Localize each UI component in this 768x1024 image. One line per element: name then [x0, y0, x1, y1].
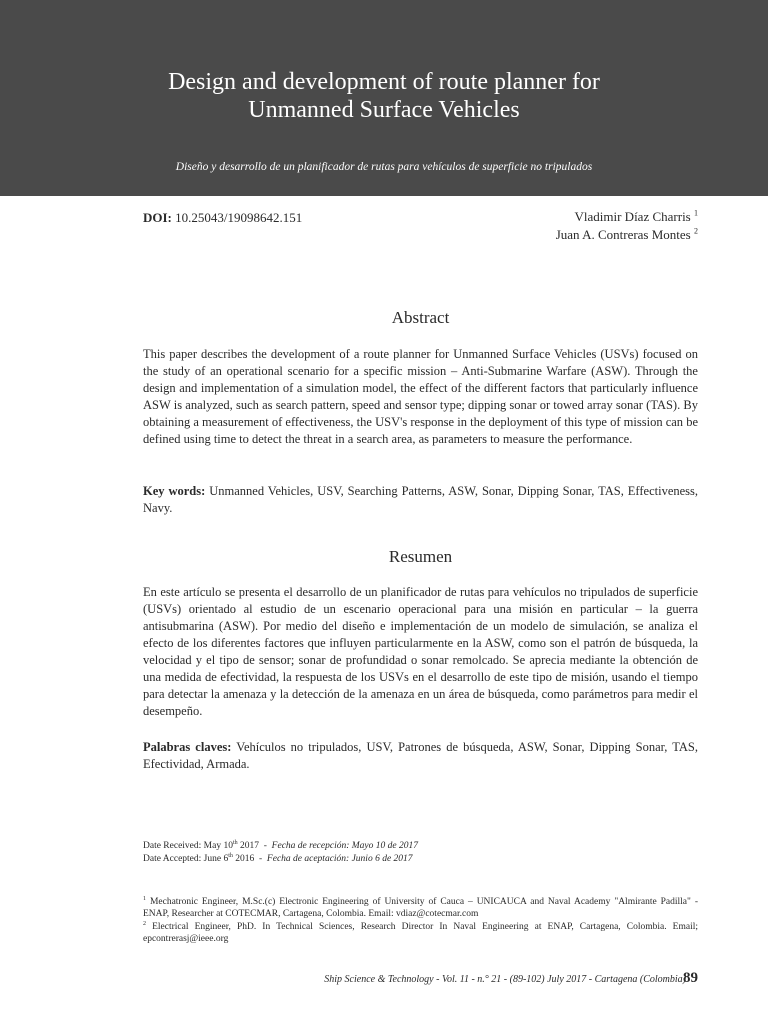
keywords-paragraph [143, 483, 698, 517]
keywords-label: Key words: [143, 484, 206, 498]
paper-subtitle-spanish: Diseño y desarrollo de un planificador de rutas para vehículos de superficie no tripulados [175, 161, 593, 173]
abstract-body: This paper describes the development of a route planner for Unmanned Surface Vehicles (USVs) focused on the study of an operational scenario for a specific mission – Anti-Submarine Warfare (ASW). Through the design and implementation of a simulation model, the effect of the different factors that particularly influence ASW is analyzed, such as search pattern, speed and sensor type; dipping sonar or towed array sonar (TAS). By obtaining a measurement of effectiveness, the USV's response in the deployment of this type of mission can be defined using time to detect the threat in a search area, as parameters to measure the performance. [143, 347, 698, 446]
footnote-ref: 2 [143, 920, 146, 927]
author-list [556, 208, 698, 244]
footnote-text: Electrical Engineer, PhD. In Technical Sciences, Research Director In Naval Engineering at ENAP, Cartagena, Colombia. Email; epcontrerasj@ieee.org [143, 922, 699, 944]
title-banner [0, 0, 768, 196]
journal-footer: Ship Science & Technology - Vol. 11 - n.° 21 - (89-102) July 2017 - Cartagena (Colombia) [324, 974, 686, 985]
palabras-claves-text: Vehículos no tripulados, USV, Patrones de búsqueda, ASW, Sonar, Dipping Sonar, TAS, Efectividad, Armada. [143, 740, 699, 771]
paper-title-line-2: Unmanned Surface Vehicles [248, 97, 520, 123]
footnotes [143, 896, 698, 946]
author-footnote-ref: 2 [694, 226, 698, 236]
palabras-claves-paragraph [143, 739, 698, 773]
author [556, 208, 698, 226]
doi-link[interactable]: 10.25043/19098642.151 [175, 210, 303, 225]
author-name: Vladimir Díaz Charris [574, 209, 691, 224]
abstract-heading: Abstract [391, 308, 450, 327]
publication-dates [143, 840, 418, 866]
author-footnote-ref: 1 [694, 208, 698, 218]
page-number: 89 [683, 970, 698, 986]
paper-title-line-1: Design and development of route planner for [168, 69, 600, 95]
author-name: Juan A. Contreras Montes [555, 227, 691, 242]
resumen-heading: Resumen [388, 547, 453, 566]
date-accepted: Date Accepted: June 6th 2016 - Fecha de aceptación: Junio 6 de 2017 [143, 852, 413, 864]
footnote [143, 896, 698, 920]
author [556, 226, 698, 244]
resumen-body: En este artículo se presenta el desarrollo de un planificador de rutas para vehículos no tripulados de superficie (USVs) orientado al estudio de un escenario operacional para una misión en particular – la guerra antisubmarina (ASW). Por medio del diseño e implementación de un modelo de simulación, se analiza el efecto de los diferentes factores que influyen particularmente en la ASW, como son el patrón de búsqueda, la velocidad y el tipo de sensor; sonar de profundidad o sonar remolcado. Se aprecia mediante la obtención de una medida de efectividad, la respuesta de los USVs en el desarrollo de este tipo de misión, usando el tiempo para detectar la amenaza y la detección de la amenaza en un área de búsqueda, como parámetros para medir el desempeño. [143, 585, 698, 718]
doi-label: DOI: [143, 210, 172, 225]
keywords-text: Unmanned Vehicles, USV, Searching Patterns, ASW, Sonar, Dipping Sonar, TAS, Effectiveness, Navy. [143, 484, 699, 515]
paper-title [0, 68, 768, 124]
footnote-text: Mechatronic Engineer, M.Sc.(c) Electronic Engineering of University of Cauca – UNICAUCA and Naval Academy "Almirante Padilla" - ENAP, Researcher at COTECMAR, Cartagena, Colombia. Email: vdiaz@cotecmar.com [143, 897, 699, 919]
date-received: Date Received: May 10th 2017 - Fecha de recepción: Mayo 10 de 2017 [143, 839, 418, 851]
doi-line [143, 210, 302, 226]
footnote-ref: 1 [143, 895, 146, 902]
palabras-claves-label: Palabras claves: [143, 740, 232, 754]
footnote [143, 921, 698, 945]
